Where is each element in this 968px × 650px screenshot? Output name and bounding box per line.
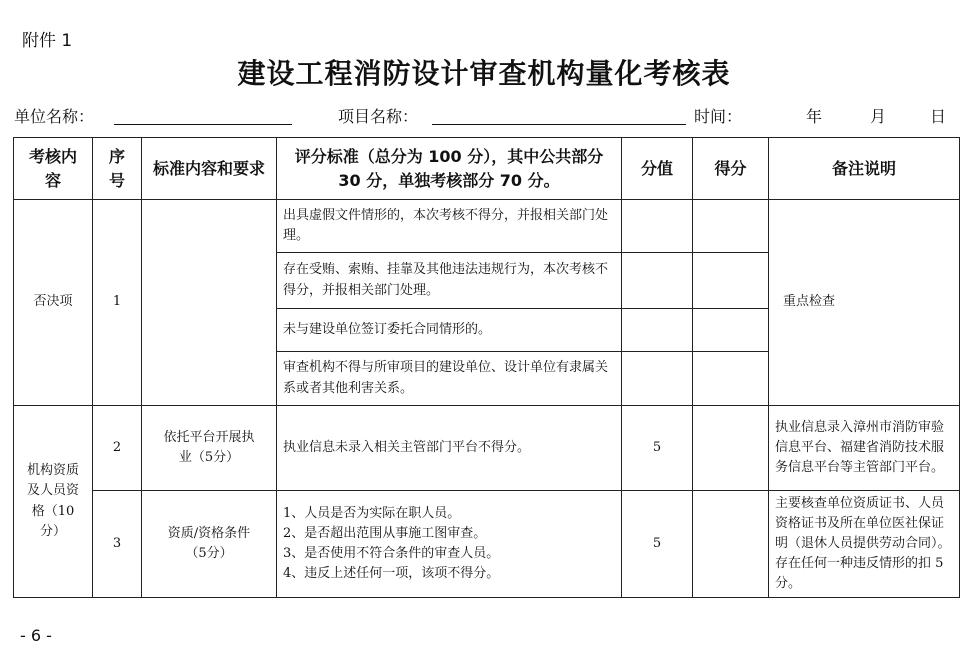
year-label: 年 [806,107,823,126]
veto-score-1[interactable] [693,200,769,253]
row3-rule-1: 1、人员是否为实际在职人员。 [283,505,461,521]
veto-rule-1: 出具虚假文件情形的，本次考核不得分，并报相关部门处理。 [277,200,622,253]
row3-value: 5 [622,491,693,598]
table-row [14,406,960,491]
month-label: 月 [870,107,887,126]
header-value: 分值 [622,138,693,200]
veto-content-cell: 否决项 [14,200,93,406]
project-name-field[interactable] [432,124,686,125]
veto-rule-4: 审查机构不得与所审项目的建设单位、设计单位有隶属关系或者其他利害关系。 [277,352,622,406]
row2-remark: 执业信息录入漳州市消防审验信息平台、福建省消防技术服务信息平台等主管部门平台。 [769,406,960,491]
veto-remark-cell: 重点检查 [769,200,960,406]
veto-standard-cell [142,200,277,406]
row3-rule-3: 3、是否使用不符合条件的审查人员。 [283,546,500,561]
page-title: 建设工程消防设计审查机构量化考核表 [237,57,731,90]
assessment-table [13,137,960,598]
row3-seq: 3 [93,491,142,598]
header-standard: 标准内容和要求 [142,138,277,200]
veto-value-3[interactable] [622,309,693,352]
row2-standard: 依托平台开展执业（5分） [142,406,277,491]
veto-seq-cell: 1 [93,200,142,406]
row2-value: 5 [622,406,693,491]
header-remarks: 备注说明 [769,138,960,200]
qualification-group-cell: 机构资质及人员资格（10分） [14,406,93,598]
project-name-label: 项目名称： [338,107,419,126]
header-criteria: 评分标准（总分为 100 分），其中公共部分 30 分，单独考核部分 70 分。 [277,138,622,200]
header-row [14,138,960,200]
veto-rule-2: 存在受贿、索贿、挂靠及其他违法违规行为，本次考核不得分，并报相关部门处理。 [277,253,622,309]
day-label: 日 [930,107,947,126]
row3-score[interactable] [693,491,769,598]
table-row [14,491,960,598]
row2-score[interactable] [693,406,769,491]
veto-value-4[interactable] [622,352,693,406]
time-label: 时间： [694,107,743,126]
form-meta-line [14,104,954,126]
veto-score-4[interactable] [693,352,769,406]
header-content: 考核内容 [14,138,93,200]
unit-name-field[interactable] [114,124,292,125]
row2-rule: 执业信息未录入相关主管部门平台不得分。 [277,406,622,491]
table-row [14,200,960,253]
veto-score-2[interactable] [693,253,769,309]
row3-standard: 资质/资格条件（5分） [142,491,277,598]
veto-rule-3: 未与建设单位签订委托合同情形的。 [277,309,622,352]
veto-value-2[interactable] [622,253,693,309]
row3-remark: 主要核查单位资质证书、人员资格证书及所在单位医社保证明（退休人员提供劳动合同）。存在任何一种违反情形的扣 5 分。 [769,491,960,598]
row3-rule-2: 2、是否超出范围从事施工图审查。 [283,525,487,541]
unit-name-label: 单位名称： [14,107,95,126]
page-number: - 6 - [20,626,52,645]
header-seq: 序号 [93,138,142,200]
attachment-label: 附件 1 [22,31,73,51]
veto-score-3[interactable] [693,309,769,352]
veto-value-1[interactable] [622,200,693,253]
header-score: 得分 [693,138,769,200]
row2-seq: 2 [93,406,142,491]
row3-rules [277,491,622,598]
row3-rule-4: 4、违反上述任何一项，该项不得分。 [283,566,500,582]
